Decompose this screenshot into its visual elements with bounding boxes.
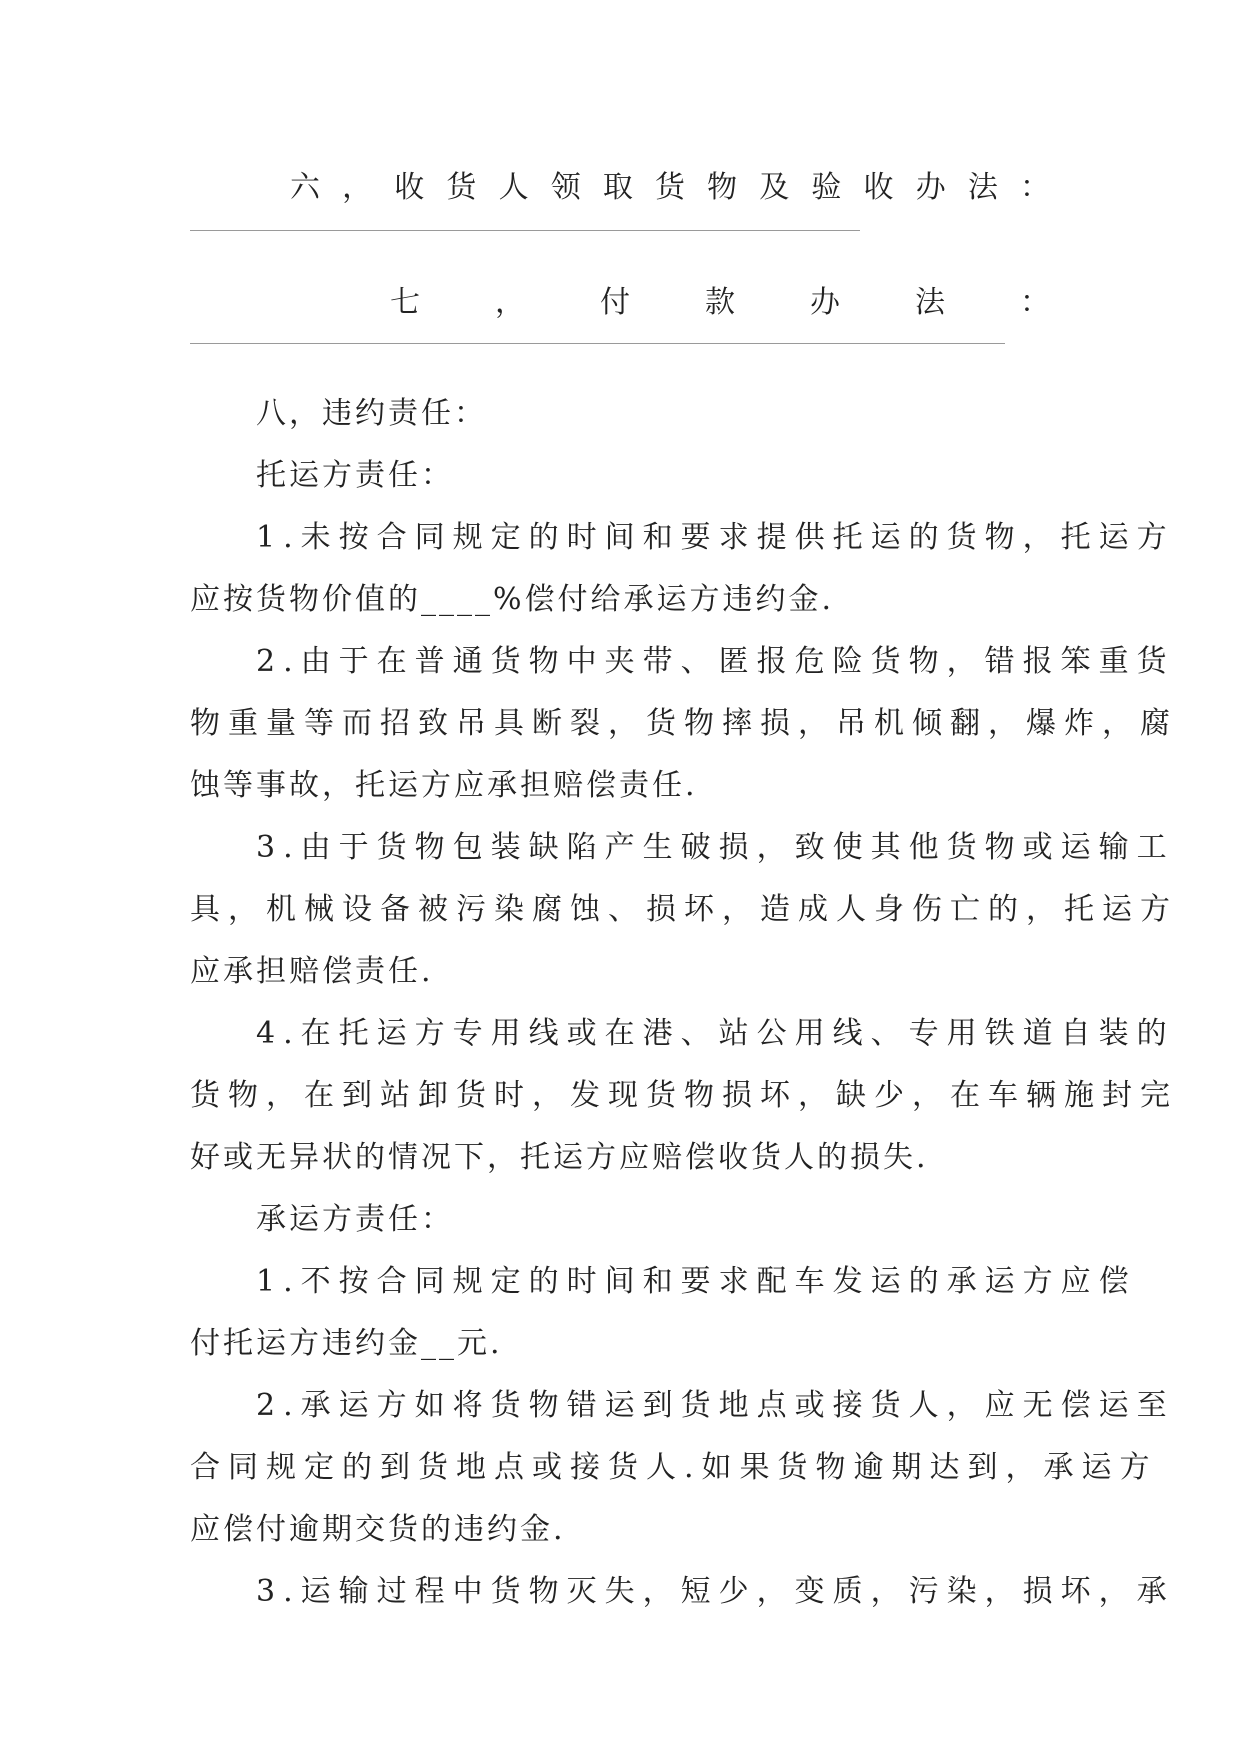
section-6-heading-char: 货 — [654, 170, 685, 205]
shipper-item-4-line-2: 货物，在到站卸货时，发现货物损坏，缺少，在车辆施封完 — [190, 1078, 1178, 1113]
shipper-item-4-line-3: 好或无异状的情况下，托运方应赔偿收货人的损失. — [190, 1140, 929, 1175]
shipper-item-4-line-1: 4.在托运方专用线或在港、站公用线、专用铁道自装的 — [256, 1016, 1175, 1051]
section-6-heading-char: 收 — [394, 170, 425, 205]
shipper-item-1-line-2: 应按货物价值的____%偿付给承运方违约金. — [190, 582, 835, 617]
carrier-responsibility-title: 承运方责任： — [256, 1202, 454, 1237]
section-7-heading-char: ， — [495, 285, 525, 320]
section-6-heading-char: 及 — [759, 170, 790, 205]
section-6-heading-char: ， — [342, 170, 373, 205]
section-6-heading-char: 法 — [967, 170, 998, 205]
shipper-responsibility-title: 托运方责任： — [256, 458, 454, 493]
section-6-heading-char: 办 — [915, 170, 946, 205]
carrier-item-2-line-2: 合同规定的到货地点或接货人.如果货物逾期达到，承运方 — [190, 1450, 1158, 1485]
carrier-item-2-line-3: 应偿付逾期交货的违约金. — [190, 1512, 566, 1547]
shipper-item-2-line-3: 蚀等事故，托运方应承担赔偿责任. — [190, 768, 698, 803]
section-7-heading-char: 七 — [390, 285, 420, 320]
section-8-heading: 八，违约责任： — [256, 396, 487, 431]
shipper-item-1-line-1: 1.未按合同规定的时间和要求提供托运的货物，托运方 — [256, 520, 1175, 555]
section-7-heading-char: 款 — [705, 285, 735, 320]
section-7-heading-char: 付 — [600, 285, 630, 320]
section-7-heading-char: ： — [1020, 285, 1050, 320]
section-6-heading-char: 六 — [290, 170, 320, 205]
shipper-item-3-line-1: 3.由于货物包装缺陷产生破损，致使其他货物或运输工 — [256, 830, 1175, 865]
carrier-item-1-line-1: 1.不按合同规定的时间和要求配车发运的承运方应偿 — [256, 1264, 1137, 1299]
section-6-heading-char: 人 — [498, 170, 529, 205]
section-7-heading-char: 办 — [810, 285, 840, 320]
section-6-heading-char: 物 — [707, 170, 738, 205]
shipper-item-2-line-1: 2.由于在普通货物中夹带、匿报危险货物，错报笨重货 — [256, 644, 1175, 679]
shipper-item-3-line-2: 具，机械设备被污染腐蚀、损坏，造成人身伤亡的，托运方 — [190, 892, 1178, 927]
section-6-heading-char: 货 — [446, 170, 477, 205]
section-6-heading — [290, 168, 1050, 208]
carrier-item-2-line-1: 2.承运方如将货物错运到货地点或接货人，应无偿运至 — [256, 1388, 1175, 1423]
shipper-item-2-line-2: 物重量等而招致吊具断裂，货物摔损，吊机倾翻，爆炸，腐 — [190, 706, 1178, 741]
section-7-heading — [390, 283, 1050, 323]
section-6-heading-char: 领 — [550, 170, 581, 205]
carrier-item-1-line-2: 付托运方违约金__元. — [190, 1326, 503, 1361]
carrier-item-3-line-1: 3.运输过程中货物灭失，短少，变质，污染，损坏，承 — [256, 1574, 1175, 1609]
shipper-item-3-line-3: 应承担赔偿责任. — [190, 954, 434, 989]
section-6-heading-char: 取 — [602, 170, 633, 205]
blank-line-7 — [190, 343, 1005, 344]
section-6-heading-char: 验 — [811, 170, 842, 205]
blank-line-6 — [190, 230, 860, 231]
section-6-heading-char: 收 — [863, 170, 894, 205]
section-7-heading-char: 法 — [915, 285, 945, 320]
section-6-heading-char: ： — [1019, 170, 1050, 205]
